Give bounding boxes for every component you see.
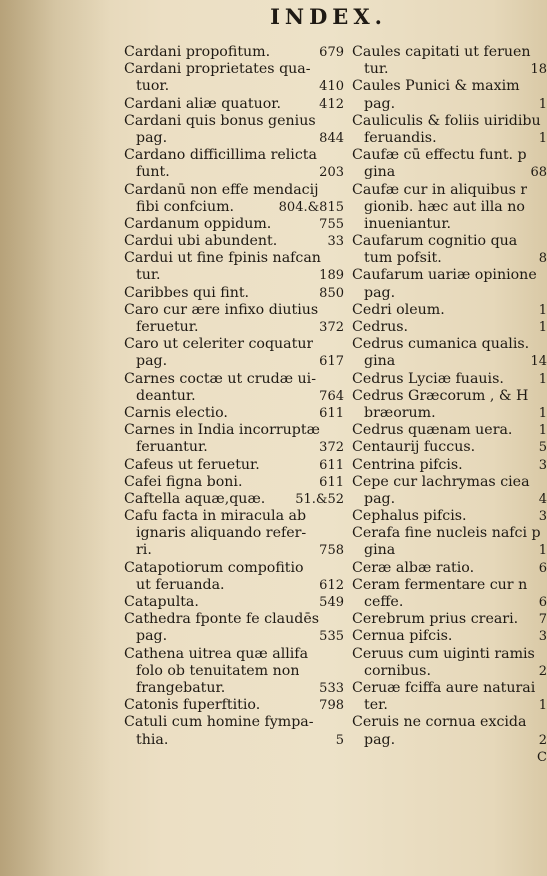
index-entry-text: Cardani proprietates qua- (124, 61, 311, 78)
index-entry (352, 164, 547, 181)
index-entry-text: Cathena uitrea quæ allifa (124, 645, 309, 662)
index-entry-text: Cepe cur lachrymas ciea (352, 473, 530, 490)
index-entry-text: Cathedra fponte fe claudēs (124, 611, 319, 628)
index-entry-text: ter. (364, 697, 388, 714)
index-entry-page (543, 646, 547, 663)
index-entry-page (340, 182, 344, 199)
index-entry-text: gina (364, 353, 396, 370)
index-entry (124, 285, 344, 302)
index-entry (124, 336, 344, 353)
index-entry (352, 542, 547, 559)
index-entry-page: 755 (319, 216, 344, 232)
index-entry-page: 14 (530, 354, 547, 370)
index-entry (352, 474, 547, 491)
index-entry-page (340, 371, 344, 388)
index-entry-text: tum pofsit. (364, 250, 442, 267)
index-entry-text: pag. (136, 129, 168, 146)
index-entry (352, 302, 547, 319)
index-entry (124, 147, 344, 164)
index-entry (352, 577, 547, 594)
index-entry-text: Cedrus Græcorum , & H (352, 387, 529, 404)
index-entry-page: 844 (319, 130, 344, 146)
index-entry-text: Cafeus ut feruetur. (124, 456, 260, 473)
index-entry-text: Carnis electio. (124, 404, 228, 421)
index-entry-text: Cerafa fine nucleis nafci p (352, 525, 541, 542)
index-entry-text: Cauliculis & foliis uiridibu (352, 112, 541, 129)
index-entry (124, 508, 344, 525)
index-entry (124, 697, 344, 714)
index-entry-text: frangebatur. (136, 679, 226, 696)
index-entry-page: 1 (538, 543, 547, 559)
index-entry-text: tur. (136, 267, 161, 284)
index-entry-page (340, 525, 344, 542)
index-entry-page: 189 (319, 268, 344, 284)
index-entry (352, 388, 547, 405)
index-entry (124, 714, 344, 731)
index-entry (352, 732, 547, 749)
index-entry-page: 612 (319, 577, 344, 593)
index-entry-text: thia. (136, 731, 169, 748)
index-entry (124, 422, 344, 439)
index-entry (124, 646, 344, 663)
index-entry (352, 267, 547, 284)
index-entry-page: 18 (530, 62, 547, 78)
index-entry (124, 663, 344, 680)
index-entry (124, 594, 344, 611)
index-entry (124, 96, 344, 113)
index-entry-text: Cedrus quænam uera. (352, 422, 513, 439)
index-entry (124, 732, 344, 749)
index-entry-page (340, 714, 344, 731)
index-entry-text: Caro cur ære infixo diutius (124, 301, 319, 318)
index-entry-text: Caro ut celeriter coquatur (124, 336, 314, 353)
index-entry (124, 164, 344, 181)
index-entry-text: Caufarum uariæ opinione (352, 267, 537, 284)
index-entry-page: 764 (319, 388, 344, 404)
index-entry-page (543, 474, 547, 491)
index-entry-text: Carnes in India incorruptæ (124, 422, 320, 439)
index-entry-page (340, 113, 344, 130)
index-entry (352, 199, 547, 216)
index-entry-page (340, 611, 344, 628)
index-entry (352, 663, 547, 680)
index-entry-text: Catonis fuperftitio. (124, 697, 261, 714)
index-entry (352, 353, 547, 370)
index-entry (352, 96, 547, 113)
index-entry-page: 611 (319, 457, 344, 473)
index-entry-text: Caufæ cū effectu funt. p (352, 147, 527, 164)
index-entry-page (543, 285, 547, 302)
index-entry-page: 1 (538, 302, 547, 318)
index-entry-page: 6 (538, 595, 547, 610)
index-entry-text: ut feruanda. (136, 576, 225, 593)
index-entry (124, 182, 344, 199)
index-entry (352, 233, 547, 250)
index-column-right (352, 44, 547, 766)
index-entry-text: pag. (364, 95, 396, 112)
index-entry-text: Carnes coctæ ut crudæ ui- (124, 370, 317, 387)
index-entry-text: Caules Punici & maxim (352, 78, 520, 95)
index-entry-text: Cedrus. (352, 319, 409, 335)
index-entry (124, 319, 344, 336)
index-entry (352, 216, 547, 233)
index-entry-page (340, 302, 344, 319)
index-entry-page: 3 (538, 629, 547, 645)
index-entry-page (340, 508, 344, 525)
index-entry-text: Cernua pifcis. (352, 628, 453, 645)
index-entry-page: 1 (538, 96, 547, 112)
index-entry (124, 680, 344, 697)
index-entry-text: pag. (136, 353, 168, 370)
index-entry-page (543, 199, 547, 216)
index-entry-text: pag. (364, 490, 396, 507)
index-entry (124, 542, 344, 559)
index-entry (352, 508, 547, 525)
index-entry (124, 130, 344, 147)
index-entry (124, 267, 344, 284)
index-entry-text: Caftella aquæ,quæ. (124, 490, 266, 507)
index-entry-page: 1 (538, 698, 547, 714)
index-entry-text: Cardanū non effe mendacij (124, 181, 319, 198)
index-entry-text: Cafu facta in miracula ab (124, 508, 307, 525)
index-entry (124, 371, 344, 388)
index-entry-page: 679 (319, 45, 344, 60)
index-entry-text: Catapulta. (124, 594, 199, 610)
index-entry (352, 61, 547, 78)
index-entry (124, 457, 344, 474)
index-entry-text: Cephalus pifcis. (352, 508, 467, 525)
index-entry-page (543, 336, 547, 353)
index-entry (124, 78, 344, 95)
index-entry-page: 1 (538, 423, 547, 439)
index-entry-page (340, 663, 344, 680)
index-entry-text: Cedrus Lyciæ fuauis. (352, 370, 504, 387)
index-entry (124, 405, 344, 422)
index-entry-text: tuor. (136, 78, 170, 95)
index-entry (352, 560, 547, 577)
index-entry-page (543, 525, 547, 542)
index-entry-page (340, 250, 344, 267)
index-entry-page (340, 336, 344, 353)
index-entry (352, 628, 547, 645)
index-entry (124, 525, 344, 542)
index-entry-text: gionib. hæc aut illa no (364, 198, 525, 215)
index-entry-page: 2 (538, 663, 547, 679)
index-entry (124, 302, 344, 319)
index-entry-text: Catuli cum homine fympa- (124, 714, 314, 731)
index-entry-page: 3 (538, 509, 547, 525)
index-entry (352, 336, 547, 353)
index-entry (352, 680, 547, 697)
index-entry-page: 4 (538, 491, 547, 507)
running-head: INDEX. (270, 4, 387, 29)
index-entry-page: 1 (538, 130, 547, 146)
index-entry-page (543, 78, 547, 95)
index-entry-page: 5 (538, 440, 547, 456)
index-entry (352, 285, 547, 302)
index-entry (352, 491, 547, 508)
index-entry-page (340, 560, 344, 577)
index-entry-page: 533 (319, 680, 344, 696)
index-entry-text: gina (364, 164, 396, 181)
index-entry-text: cornibus. (364, 662, 431, 679)
index-entry-page: 535 (319, 629, 344, 645)
index-entry (124, 199, 344, 216)
index-entry (352, 371, 547, 388)
index-entry (124, 353, 344, 370)
index-entry (352, 646, 547, 663)
index-entry (124, 233, 344, 250)
index-entry-page (543, 267, 547, 284)
index-entry-text: funt. (136, 164, 170, 181)
index-entry-text: tur. (364, 61, 389, 78)
index-entry (352, 147, 547, 164)
index-entry-page (340, 646, 344, 663)
index-entry-page (340, 422, 344, 439)
index-entry-text: Cedrus cumanica qualis. (352, 336, 530, 353)
index-column-left (124, 44, 344, 749)
index-entry (352, 113, 547, 130)
index-entry-text: Cardui ut fine fpinis nafcan (124, 250, 321, 267)
index-entry (124, 388, 344, 405)
index-entry-text: Caules capitati ut feruen (352, 44, 531, 60)
index-entry (352, 439, 547, 456)
index-entry-text: Catapotiorum compofitio (124, 559, 304, 576)
index-entry (124, 439, 344, 456)
index-entry (124, 113, 344, 130)
index-entry-text: deantur. (136, 387, 196, 404)
index-entry-text: fibi confcium. (136, 198, 235, 215)
index-entry (124, 491, 344, 508)
index-entry-page (543, 714, 547, 731)
index-entry-text: pag. (364, 284, 396, 301)
index-entry-page: 3 (538, 457, 547, 473)
index-entry (352, 130, 547, 147)
index-entry-text: Ceræ albæ ratio. (352, 559, 475, 576)
index-entry-page: 549 (319, 595, 344, 610)
index-entry-text: pag. (136, 628, 168, 645)
index-entry-page: 8 (538, 251, 547, 267)
index-entry (352, 250, 547, 267)
index-entry-page: 33 (327, 234, 344, 250)
index-entry-page: 372 (319, 320, 344, 335)
index-entry (124, 577, 344, 594)
index-entry-page: C (537, 749, 547, 765)
index-entry-page: 2 (538, 732, 547, 748)
index-entry (124, 216, 344, 233)
index-entry (352, 697, 547, 714)
index-entry-page: 68 (530, 165, 547, 181)
index-entry-page (543, 388, 547, 405)
index-entry (352, 611, 547, 628)
index-entry-text: Cafei figna boni. (124, 473, 243, 490)
index-entry-page: 804.&815 (278, 199, 344, 215)
index-entry-text: Ceram fermentare cur n (352, 576, 528, 593)
index-entry-page (340, 61, 344, 78)
index-entry-text: Cardanum oppidum. (124, 215, 272, 232)
index-entry-text: folo ob tenuitatem non (136, 662, 300, 679)
index-entry-page: 850 (319, 285, 344, 301)
index-entry (352, 749, 547, 766)
index-entry (352, 594, 547, 611)
index-entry-page (543, 44, 547, 61)
index-entry-page (543, 680, 547, 697)
index-entry (352, 182, 547, 199)
index-entry-page: 1 (538, 320, 547, 335)
index-entry-text: inueniantur. (364, 215, 452, 232)
index-entry (352, 457, 547, 474)
index-entry-text: Cerebrum prius creari. (352, 611, 519, 628)
index-entry-text: Ceruis ne cornua excida (352, 714, 527, 731)
index-entry-page: 611 (319, 405, 344, 421)
index-entry-text: ignaris aliquando refer- (136, 525, 307, 542)
index-entry (124, 474, 344, 491)
index-entry-text: Ceruæ fciffa aure naturai (352, 679, 536, 696)
index-entry-text: Cardani propofitum. (124, 44, 271, 60)
index-entry-page: 617 (319, 354, 344, 370)
index-entry (124, 611, 344, 628)
index-entry-page: 372 (319, 440, 344, 456)
index-entry (352, 44, 547, 61)
index-entry-page: 1 (538, 405, 547, 421)
index-entry-page (543, 147, 547, 164)
index-entry (124, 628, 344, 645)
index-entry (352, 78, 547, 95)
index-entry (352, 714, 547, 731)
index-entry (124, 250, 344, 267)
index-entry-text: feruetur. (136, 319, 199, 335)
index-entry-text: Caufarum cognitio qua (352, 233, 518, 250)
index-entry-page: 412 (319, 96, 344, 112)
index-entry-page: 798 (319, 698, 344, 714)
index-entry-page: 410 (319, 79, 344, 95)
index-entry-page: 51.&52 (295, 491, 344, 507)
index-entry-text: ceffe. (364, 594, 404, 610)
index-entry-text: pag. (364, 731, 396, 748)
index-entry-text: Cardani aliæ quatuor. (124, 95, 281, 112)
index-entry (124, 560, 344, 577)
index-entry-text: Caufæ cur in aliquibus r (352, 181, 528, 198)
index-entry (352, 405, 547, 422)
index-entry-text: Cardani quis bonus genius (124, 112, 316, 129)
index-entry-text: bræorum. (364, 404, 436, 421)
index-entry (352, 319, 547, 336)
index-entry-text: ri. (136, 542, 152, 559)
index-entry-page: 6 (538, 560, 547, 576)
index-entry-page: 758 (319, 543, 344, 559)
index-entry-text: Cardano difficillima relicta (124, 147, 317, 164)
index-entry-page: 5 (335, 732, 344, 748)
index-entry-page (543, 113, 547, 130)
index-entry-page (543, 216, 547, 233)
index-entry-text: feruandis. (364, 129, 437, 146)
index-entry-page: 611 (319, 474, 344, 490)
index-entry-page (340, 147, 344, 164)
index-entry-page (543, 182, 547, 199)
index-entry-text: feruantur. (136, 439, 208, 456)
index-entry-page: 7 (538, 612, 547, 628)
index-entry-text: Centrina pifcis. (352, 456, 463, 473)
page-gutter-shadow (0, 0, 110, 876)
index-entry-text: Cedri oleum. (352, 301, 445, 318)
index-entry-text: Cardui ubi abundent. (124, 233, 278, 250)
index-entry (352, 422, 547, 439)
index-entry-page (543, 577, 547, 594)
index-entry-text: Centaurij fuccus. (352, 439, 476, 456)
index-entry-text: gina (364, 542, 396, 559)
index-entry (124, 44, 344, 61)
index-entry-text: Ceruus cum uiginti ramis (352, 645, 535, 662)
index-entry (124, 61, 344, 78)
index-entry-page: 203 (319, 165, 344, 181)
index-entry-page: 1 (538, 371, 547, 387)
index-entry-page (543, 233, 547, 250)
index-entry-text: Caribbes qui fint. (124, 284, 250, 301)
index-entry (352, 525, 547, 542)
